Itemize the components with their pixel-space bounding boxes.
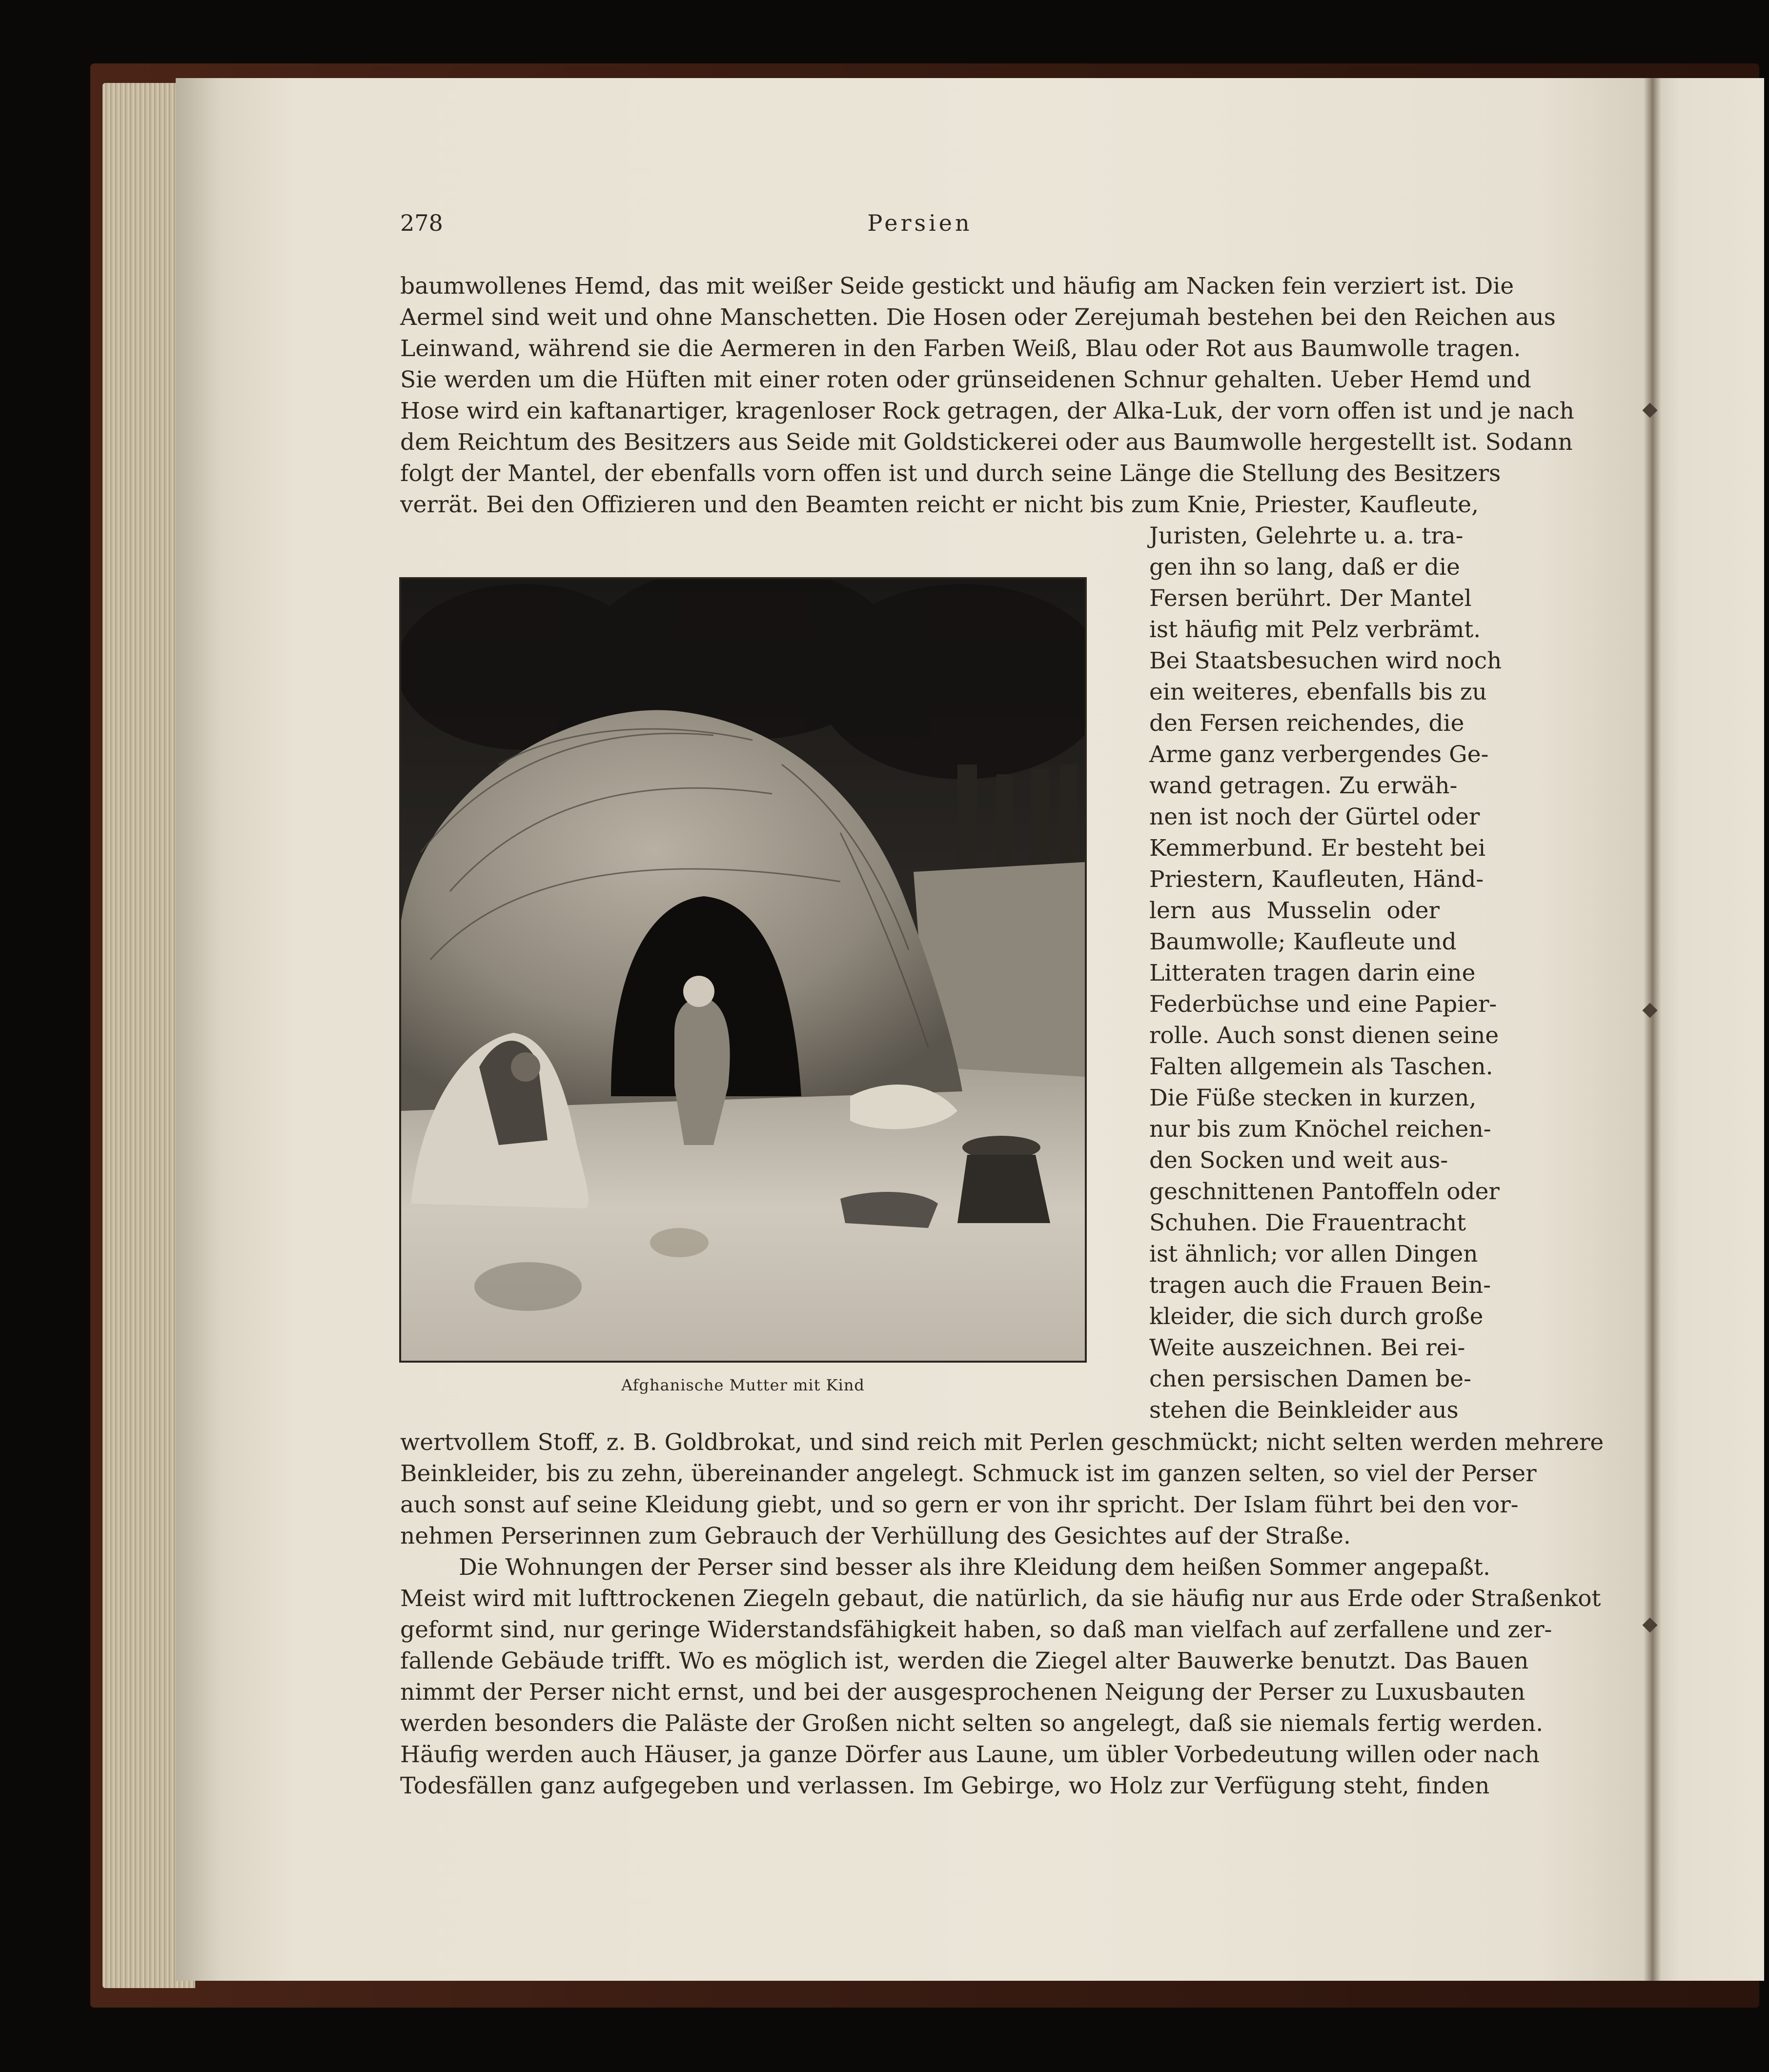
- text-line: dem Reichtum des Besitzers aus Seide mit Goldstickerei oder aus Baumwolle hergestellt ist. Sodann: [400, 429, 1573, 456]
- text-line: ein weiteres, ebenfalls bis zu: [1149, 679, 1487, 705]
- text-line: chen persischen Damen be-: [1149, 1366, 1471, 1392]
- text-line: Leinwand, während sie die Aermeren in den Farben Weiß, Blau oder Rot aus Baumwolle tragen.: [400, 335, 1521, 362]
- running-head: Persien: [867, 210, 973, 236]
- text-line: Weite auszeichnen. Bei rei-: [1149, 1334, 1465, 1361]
- right-page-edge: [1652, 78, 1764, 1981]
- photo-illustration: [401, 579, 1085, 1361]
- text-line: Federbüchse und eine Papier-: [1149, 991, 1497, 1018]
- text-line: Juristen, Gelehrte u. a. tra-: [1149, 523, 1464, 549]
- text-line: tragen auch die Frauen Bein-: [1149, 1272, 1491, 1299]
- text-line: ist ähnlich; vor allen Dingen: [1149, 1241, 1478, 1267]
- text-line: nimmt der Perser nicht ernst, und bei der ausgesprochenen Neigung der Perser zu Luxusbauten: [400, 1679, 1525, 1706]
- text-line: baumwollenes Hemd, das mit weißer Seide gestickt und häufig am Nacken fein verziert ist. Die: [400, 273, 1514, 300]
- page-number: 278: [400, 210, 443, 236]
- text-line: den Fersen reichendes, die: [1149, 710, 1464, 737]
- text-line: gen ihn so lang, daß er die: [1149, 554, 1460, 581]
- text-line: geschnittenen Pantoffeln oder: [1149, 1178, 1500, 1205]
- text-line: Die Wohnungen der Perser sind besser als ihre Kleidung dem heißen Sommer angepaßt.: [459, 1554, 1490, 1581]
- text-line: nur bis zum Knöchel reichen-: [1149, 1116, 1491, 1143]
- text-line: Die Füße stecken in kurzen,: [1149, 1085, 1477, 1111]
- text-line: geformt sind, nur geringe Widerstandsfähigkeit haben, so daß man vielfach auf zerfallene und zer-: [400, 1616, 1552, 1643]
- text-line: Fersen berührt. Der Mantel: [1149, 585, 1472, 612]
- text-line: kleider, die sich durch große: [1149, 1303, 1484, 1330]
- text-line: auch sonst auf seine Kleidung giebt, und so gern er von ihr spricht. Der Islam führt bei den vor-: [400, 1491, 1519, 1518]
- text-line: Häufig werden auch Häuser, ja ganze Dörfer aus Laune, um übler Vorbedeutung willen oder nach: [400, 1741, 1540, 1768]
- text-line: Sie werden um die Hüften mit einer roten oder grünseidenen Schnur gehalten. Ueber Hemd und: [400, 366, 1531, 393]
- text-line: Schuhen. Die Frauentracht: [1149, 1209, 1466, 1236]
- text-line: ist häufig mit Pelz verbrämt.: [1149, 616, 1481, 643]
- text-line: Todesfällen ganz aufgegeben und verlassen. Im Gebirge, wo Holz zur Verfügung steht, finden: [400, 1772, 1490, 1799]
- text-line: wand getragen. Zu erwäh-: [1149, 772, 1458, 799]
- text-line: Hose wird ein kaftanartiger, kragenloser Rock getragen, der Alka-Luk, der vorn offen ist und je nach: [400, 398, 1574, 424]
- text-line: Aermel sind weit und ohne Manschetten. Die Hosen oder Zerejumah bestehen bei den Reichen aus: [400, 304, 1556, 331]
- text-line: folgt der Mantel, der ebenfalls vorn offen ist und durch seine Länge die Stellung des Besitzers: [400, 460, 1501, 487]
- text-line: Bei Staatsbesuchen wird noch: [1149, 647, 1502, 674]
- text-line: rolle. Auch sonst dienen seine: [1149, 1022, 1499, 1049]
- text-line: verrät. Bei den Offizieren und den Beamten reicht er nicht bis zum Knie, Priester, Kaufleute,: [400, 491, 1479, 518]
- text-line: nen ist noch der Gürtel oder: [1149, 804, 1480, 830]
- text-line: den Socken und weit aus-: [1149, 1147, 1448, 1174]
- text-line: nehmen Perserinnen zum Gebrauch der Verhüllung des Gesichtes auf der Straße.: [400, 1523, 1351, 1549]
- text-line: Priestern, Kaufleuten, Händ-: [1149, 866, 1484, 893]
- text-line: Baumwolle; Kaufleute und: [1149, 928, 1457, 955]
- text-line: lern aus Musselin oder: [1149, 897, 1440, 924]
- text-line: Falten allgemein als Taschen.: [1149, 1053, 1493, 1080]
- text-line: wertvollem Stoff, z. B. Goldbrokat, und sind reich mit Perlen geschmückt; nicht selten werden mehrere: [400, 1429, 1604, 1456]
- text-line: stehen die Beinkleider aus: [1149, 1397, 1459, 1424]
- text-line: Beinkleider, bis zu zehn, übereinander angelegt. Schmuck ist im ganzen selten, so viel der Perser: [400, 1460, 1537, 1487]
- text-line: Arme ganz verbergendes Ge-: [1149, 741, 1489, 768]
- text-line: Meist wird mit lufttrockenen Ziegeln gebaut, die natürlich, da sie häufig nur aus Erde oder Straßenkot: [400, 1585, 1601, 1612]
- text-line: werden besonders die Paläste der Großen nicht selten so angelegt, daß sie niemals fertig werden.: [400, 1710, 1544, 1737]
- page-header: [400, 210, 1440, 244]
- text-line: Kemmerbund. Er besteht bei: [1149, 835, 1486, 862]
- book-gutter: [1644, 78, 1661, 1981]
- photo-afghan-mother-child: [399, 577, 1087, 1363]
- figure-caption: Afghanische Mutter mit Kind: [621, 1376, 865, 1394]
- text-line: fallende Gebäude trifft. Wo es möglich ist, werden die Ziegel alter Bauwerke benutzt. Das Bauen: [400, 1648, 1529, 1674]
- text-line: Litteraten tragen darin eine: [1149, 960, 1476, 986]
